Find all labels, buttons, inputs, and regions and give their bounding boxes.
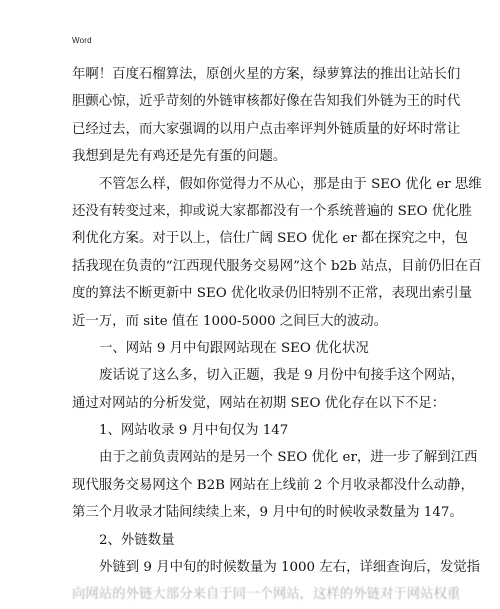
paragraph-line: 年啊！百度石榴算法，原创火星的方案，绿萝算法的推出让站长们 xyxy=(72,67,461,82)
paragraph-line: 利优化方案。对于以上，信仕广阔 SEO 优化 er 都在探究之中，包 xyxy=(72,231,469,247)
paragraph-line: 还没有转变过来，抑或说大家都都没有一个系统普遍的 SEO 优化胜 xyxy=(72,203,472,219)
paragraph-line: 第三个月收录才陆间续续上来，9 月中旬的时候收录数量为 147。 xyxy=(72,505,463,521)
paragraph-line: 由于之前负责网站的是另一个 SEO 优化 er，进一步了解到江西 xyxy=(99,450,478,466)
paragraph-line: 通过对网站的分析发觉，网站在初期 SEO 优化存在以下不足： xyxy=(72,395,446,411)
section-heading: 2、外链数量 xyxy=(99,532,175,548)
paragraph-line: 胆颤心惊，近乎苛刻的外链审核都好像在告知我们外链为王的时代 xyxy=(72,94,461,110)
paragraph-line: 括我现在负责的“江西现代服务交易网”这个 b2b 站点，目前仍旧在百 xyxy=(72,258,482,274)
paragraph-line: 现代服务交易网这个 B2B 网站在上线前 2 个月收录都没什么动静， xyxy=(72,477,474,493)
paragraph-line: 不管怎么样，假如你觉得力不从心，那是由于 SEO 优化 er 思维 xyxy=(99,176,482,192)
document-body xyxy=(72,61,482,609)
paragraph-line: 近一万，而 site 值在 1000-5000 之间巨大的波动。 xyxy=(72,313,388,329)
section-heading: 1、网站收录 9 月中旬仅为 147 xyxy=(99,423,289,439)
paragraph-line: 向网站的外链大部分来自于同一个网站，这样的外链对于网站权重 xyxy=(72,587,461,603)
paragraph-line: 度的算法不断更新中 SEO 优化收录仍旧特别不正常，表现出索引量 xyxy=(72,286,472,302)
paragraph-line: 已经过去，而大家强调的以用户点击率评判外链质量的好坏时常让 xyxy=(72,121,461,137)
paragraph-line: 废话说了这么多，切入正题，我是 9 月份中旬接手这个网站， xyxy=(99,368,465,384)
section-heading: 一、网站 9 月中旬跟网站现在 SEO 优化状况 xyxy=(99,340,369,356)
paragraph-line: 我想到是先有鸡还是先有蛋的问题。 xyxy=(72,149,287,165)
paragraph-line: 外链到 9 月中旬的时候数量为 1000 左右，详细查询后，发觉指 xyxy=(99,560,480,576)
document-header-label: Word xyxy=(72,36,92,45)
